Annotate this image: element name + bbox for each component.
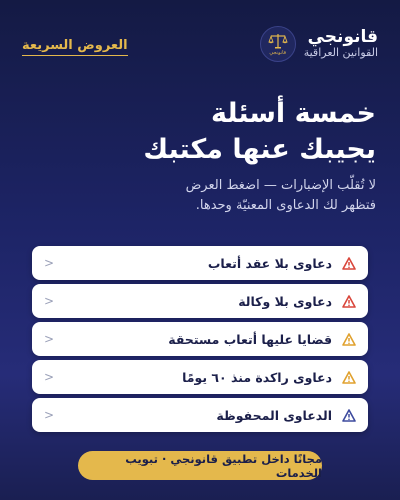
warning-triangle-icon [342,257,356,270]
headline [24,96,376,167]
report-card-label: قضايا عليها أتعاب مستحقة [168,331,332,347]
warning-triangle-icon [342,409,356,422]
report-card[interactable] [32,246,368,280]
subtext [24,176,376,216]
chevron-left-icon: < [44,408,55,422]
chevron-left-icon: < [44,370,55,384]
report-card[interactable] [32,284,368,318]
chevron-left-icon: < [44,332,55,346]
brand-name: قانونجي [307,26,378,47]
logo [260,26,296,62]
scales-of-justice-icon [268,33,288,49]
warning-triangle-icon [342,295,356,308]
report-card-label: دعاوى راكدة منذ ٦٠ يومًا [182,369,332,385]
quick-offers-link[interactable]: العروض السريعة [22,38,128,56]
warning-triangle-icon [342,371,356,384]
report-card[interactable] [32,322,368,356]
header [22,20,378,70]
report-card-label: الدعاوى المحفوظة [216,407,332,423]
chevron-left-icon: < [44,294,55,308]
subtext-line-1: لا تُقلّب الإضبارات — اضغط العرض [185,178,376,193]
report-card[interactable] [32,398,368,432]
logo-text: قانونجي [269,49,287,56]
headline-line-2: يجيبك عنها مكتبك [143,133,376,165]
cta-button[interactable]: مجانًا داخل تطبيق قانونجي · تبويب الخدمات [78,451,322,480]
report-list [32,246,368,436]
warning-triangle-icon [342,333,356,346]
chevron-left-icon: < [44,256,55,270]
report-card[interactable] [32,360,368,394]
report-card-label: دعاوى بلا وكالة [238,293,332,309]
report-card-label: دعاوى بلا عقد أتعاب [207,255,332,271]
brand-subtitle: القوانين العراقية [303,46,378,60]
subtext-line-2: فتظهر لك الدعاوى المعنيّة وحدها. [195,198,376,214]
brand [260,26,378,62]
brand-text [304,28,378,61]
headline-line-1: خمسة أسئلة [210,98,376,129]
